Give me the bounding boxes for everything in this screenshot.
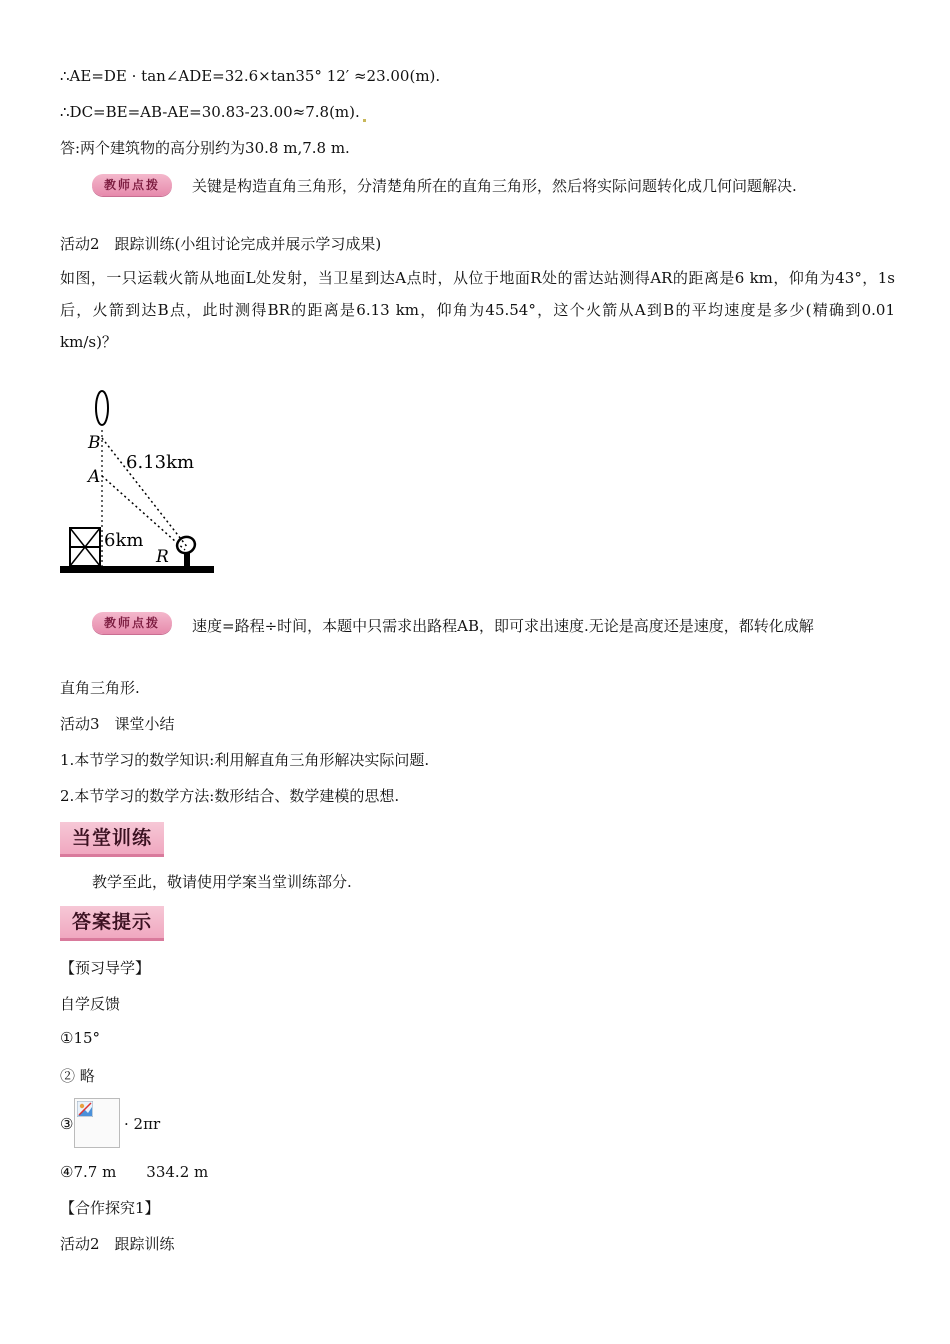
tower-icon xyxy=(70,528,100,566)
preview-heading: 【预习导学】 xyxy=(60,959,151,977)
answer-3-suffix: · 2πr xyxy=(124,1115,161,1133)
summary-item-1: 1.本节学习的数学知识:利用解直角三角形解决实际问题. xyxy=(60,751,430,769)
practice-text: 教学至此，敬请使用学案当堂训练部分. xyxy=(92,873,352,891)
teacher-tip-badge: 教师点拨 xyxy=(92,174,172,196)
problem-text: 如图，一只运载火箭从地面L处发射，当卫星到达A点时，从位于地面R处的雷达站测得AR的距离是6 km，仰角为43°，1s后，火箭到达B点，此时测得BR的距离是6.13 km，仰角为45.54°，这个火箭从A到B的平均速度是多少(精确到0.01 km/s)？ xyxy=(60,269,895,351)
teacher-tip-text-2-cont: 直角三角形. xyxy=(60,679,140,697)
answers-banner: 答案提示 xyxy=(60,906,164,941)
rocket-icon xyxy=(96,391,108,425)
label-ar: 6km xyxy=(104,530,144,551)
label-r: R xyxy=(156,547,169,567)
radar-dish-icon xyxy=(175,534,197,566)
answer-1: ①15° xyxy=(60,1029,101,1047)
answer-4: ④7.7 m 334.2 m xyxy=(60,1163,209,1181)
teacher-tip-text: 关键是构造直角三角形，分清楚角所在的直角三角形，然后将实际问题转化成几何问题解决. xyxy=(192,177,797,195)
answer-3-prefix: ③ xyxy=(60,1115,74,1133)
activity2-short: 活动2 跟踪训练 xyxy=(60,1235,175,1253)
solution-line-ae: ∴AE=DE · tan∠ADE=32.6×tan35° 12′ ≈23.00(m). xyxy=(60,67,441,85)
activity3-title: 活动3 课堂小结 xyxy=(60,715,175,733)
broken-image-icon xyxy=(74,1098,120,1148)
answer-2: ② 略 xyxy=(60,1067,95,1085)
activity2-title: 活动2 跟踪训练(小组讨论完成并展示学习成果) xyxy=(60,235,382,253)
label-br: 6.13km xyxy=(126,452,195,473)
self-feedback-heading: 自学反馈 xyxy=(60,995,121,1013)
ground-line xyxy=(60,566,214,573)
teacher-tip-text-2: 速度=路程÷时间，本题中只需求出路程AB，即可求出速度.无论是高度还是速度，都转化成解 xyxy=(192,617,814,635)
label-b: B xyxy=(88,433,101,453)
label-a: A xyxy=(88,467,101,487)
answer-line: 答:两个建筑物的高分别约为30.8 m,7.8 m. xyxy=(60,139,350,157)
rocket-radar-figure xyxy=(60,390,220,580)
practice-banner: 当堂训练 xyxy=(60,822,164,857)
teacher-tip-badge-2: 教师点拨 xyxy=(92,612,172,634)
summary-item-2: 2.本节学习的数学方法:数形结合、数学建模的思想. xyxy=(60,787,400,805)
mark-dot xyxy=(363,119,366,122)
solution-line-dc: ∴DC=BE=AB-AE=30.83-23.00≈7.8(m). xyxy=(60,102,366,122)
coop-heading: 【合作探究1】 xyxy=(60,1199,160,1217)
